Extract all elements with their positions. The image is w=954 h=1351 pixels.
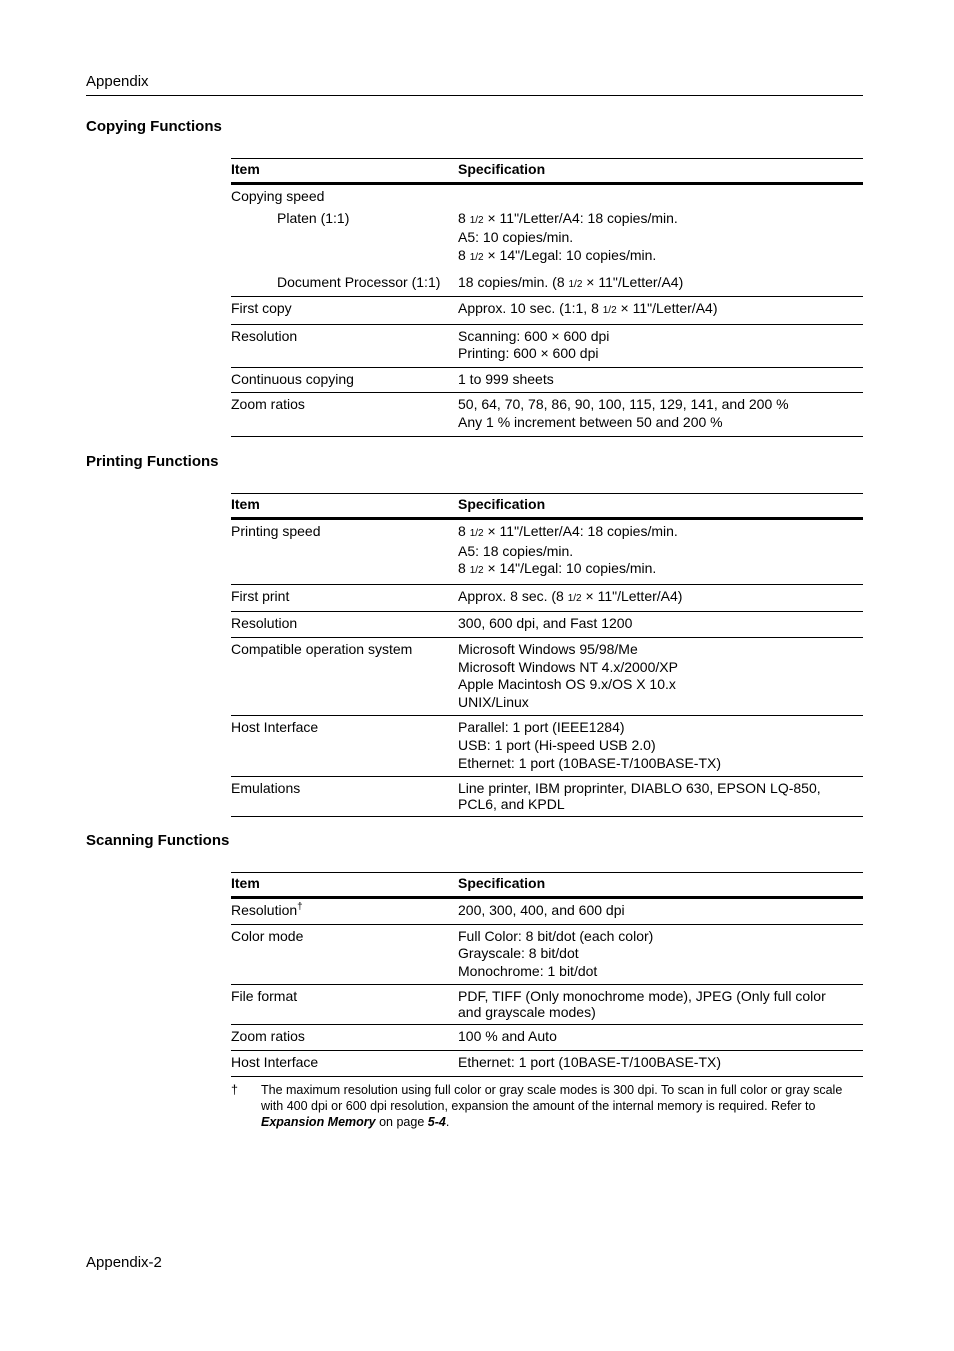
- table-row: [231, 585, 863, 613]
- table-row: [231, 1051, 863, 1077]
- table-row: [231, 268, 863, 297]
- column-header-specification: Specification: [458, 496, 546, 512]
- page-number: Appendix-2: [86, 1254, 162, 1271]
- column-header-item: Item: [231, 161, 260, 177]
- row-value: 50, 64, 70, 78, 86, 90, 100, 115, 129, 141, and 200 % Any 1 % increment between 50 and 200 %: [458, 396, 789, 430]
- table-row: [231, 777, 863, 817]
- row-value: 300, 600 dpi, and Fast 1200: [458, 615, 633, 632]
- table-row: [231, 612, 863, 638]
- row-value: 8 1/2 × 11"/Letter/A4: 18 copies/min. A5: 10 copies/min. 8 1/2 × 14"/Legal: 10 copies/min.: [458, 209, 678, 263]
- table-row: [231, 208, 863, 269]
- row-value: 100 % and Auto: [458, 1028, 557, 1045]
- running-header: Appendix: [86, 73, 149, 90]
- row-label: Platen (1:1): [277, 209, 350, 226]
- row-value: Ethernet: 1 port (10BASE-T/100BASE-TX): [458, 1053, 722, 1070]
- row-label: First copy: [231, 299, 292, 316]
- row-label: Zoom ratios: [231, 1028, 305, 1045]
- copying-spec-table: [231, 158, 863, 437]
- row-value: 18 copies/min. (8 1/2 × 11"/Letter/A4): [458, 274, 684, 291]
- row-label: Zoom ratios: [231, 396, 305, 413]
- row-label: Host Interface: [231, 1053, 319, 1070]
- cross-reference-link[interactable]: Expansion Memory: [261, 1115, 376, 1129]
- row-label: Resolution: [231, 327, 298, 344]
- printing-spec-table: [231, 493, 863, 817]
- row-label: Emulations: [231, 780, 301, 797]
- table-row: [231, 368, 863, 394]
- column-header-item: Item: [231, 496, 260, 512]
- table-row: [231, 325, 863, 368]
- footnote-marker: †: [297, 901, 303, 913]
- column-header-item: Item: [231, 875, 260, 891]
- table-row: [231, 520, 863, 585]
- row-label: Compatible operation system: [231, 640, 413, 657]
- table-row: [231, 925, 863, 986]
- row-value: Scanning: 600 × 600 dpi Printing: 600 × 600 dpi: [458, 327, 610, 362]
- row-value: Microsoft Windows 95/98/Me Microsoft Windows NT 4.x/2000/XP Apple Macintosh OS 9.x/OS X 10.x UNIX/Linux: [458, 640, 678, 710]
- section-title-printing: Printing Functions: [86, 453, 219, 470]
- section-title-scanning: Scanning Functions: [86, 832, 230, 849]
- section-title-copying: Copying Functions: [86, 118, 222, 135]
- row-value: Parallel: 1 port (IEEE1284) USB: 1 port (Hi-speed USB 2.0) Ethernet: 1 port (10BASE-T/100BASE-TX): [458, 719, 722, 771]
- row-value: Line printer, IBM proprinter, DIABLO 630, EPSON LQ-850, PCL6, and KPDL: [458, 780, 821, 813]
- table-row: [231, 185, 863, 208]
- row-label: Printing speed: [231, 523, 321, 539]
- scanning-spec-table: [231, 872, 863, 1077]
- row-label: Resolution†: [231, 901, 303, 918]
- row-label: First print: [231, 587, 290, 604]
- row-value: 1 to 999 sheets: [458, 370, 554, 387]
- footnote-text: The maximum resolution using full color or gray scale modes is 300 dpi. To scan in full color or gray scale with 400 dpi or 600 dpi resolution, expansion the amount of the internal memory is required. Refer to Expansion Memory on page 5-4.: [261, 1083, 843, 1129]
- row-value: Full Color: 8 bit/dot (each color) Grayscale: 8 bit/dot Monochrome: 1 bit/dot: [458, 927, 654, 979]
- column-header-specification: Specification: [458, 161, 546, 177]
- footnote: [231, 1082, 863, 1130]
- row-label: Continuous copying: [231, 370, 354, 387]
- row-value: PDF, TIFF (Only monochrome mode), JPEG (Only full color and grayscale modes): [458, 988, 826, 1021]
- row-value: 200, 300, 400, and 600 dpi: [458, 902, 625, 918]
- table-row: [231, 1025, 863, 1051]
- row-value: 8 1/2 × 11"/Letter/A4: 18 copies/min. A5: 18 copies/min. 8 1/2 × 14"/Legal: 10 copies/min.: [458, 523, 678, 577]
- table-row: [231, 899, 863, 925]
- page-reference[interactable]: 5-4: [427, 1115, 446, 1129]
- row-value: Approx. 10 sec. (1:1, 8 1/2 × 11"/Letter/A4): [458, 299, 718, 316]
- table-row: [231, 393, 863, 436]
- table-row: [231, 716, 863, 777]
- row-label: Copying speed: [231, 188, 325, 204]
- column-header-specification: Specification: [458, 875, 546, 891]
- row-label: Host Interface: [231, 719, 319, 736]
- row-label: Color mode: [231, 927, 304, 944]
- row-value: Approx. 8 sec. (8 1/2 × 11"/Letter/A4): [458, 587, 683, 604]
- table-header-row: [231, 493, 863, 520]
- table-row: [231, 297, 863, 325]
- table-row: [231, 985, 863, 1025]
- row-label: Document Processor (1:1): [277, 274, 441, 291]
- table-header-row: [231, 872, 863, 899]
- table-header-row: [231, 158, 863, 185]
- row-label: Resolution: [231, 615, 298, 632]
- footnote-dagger: †: [231, 1083, 238, 1097]
- row-label: File format: [231, 988, 298, 1005]
- table-row: [231, 638, 863, 716]
- header-divider: [86, 95, 863, 96]
